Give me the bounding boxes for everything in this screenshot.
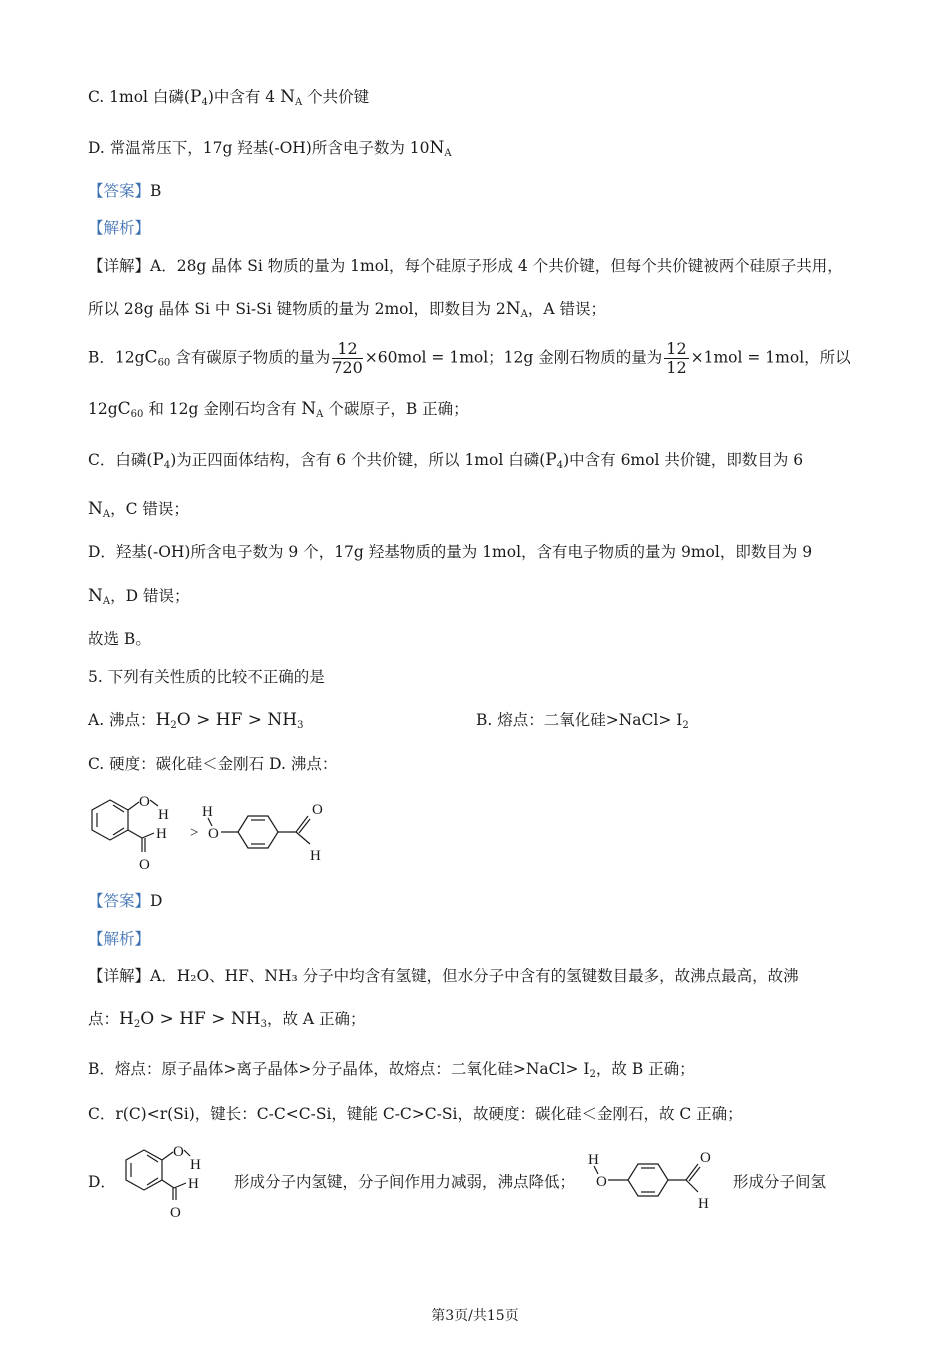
svg-text:H: H (190, 1157, 201, 1173)
svg-text:H: H (588, 1152, 599, 1168)
option-d-structures (84, 790, 344, 880)
svg-text:H: H (158, 807, 169, 823)
svg-text:O: O (700, 1150, 711, 1166)
q4-answer: 【答案】B (88, 182, 162, 200)
svg-text:>: > (190, 825, 199, 841)
q4-detail-d2: $N_A$，D 错误； (88, 586, 190, 607)
q4-option-c: C. 1mol 白磷$(P_4)$中含有 4 $N_A$ 个共价键 (88, 87, 370, 108)
q4-detail-c2: $N_A$，C 错误； (88, 499, 189, 520)
svg-text:O: O (170, 1205, 181, 1221)
svg-text:H: H (202, 804, 213, 820)
detail-d-p-hydroxybenzaldehyde (586, 1148, 726, 1218)
q5-detail-c: C．r(C)<r(Si)，键长：C-C<C-Si，键能 C-C>C-Si，故硬度：碳化硅＜金刚石，故 C 正确； (88, 1105, 743, 1123)
q4-detail-b1: B．$12gC_{60}$ 含有碳原子物质的量为 $\frac{12}{720}$ ×60mol = 1mol；12g 金刚石物质的量为 $\frac{12}{12}$ ×1mol = 1mol，所以 (88, 339, 851, 377)
q5-detail-d-mid: 形成分子内氢键，分子间作用力减弱，沸点降低； (234, 1173, 576, 1191)
q4-option-d: D. 常温常压下，17g 羟基(-OH)所含电子数为 $10N_A$ (88, 138, 452, 159)
q5-stem: 5. 下列有关性质的比较不正确的是 (88, 668, 325, 686)
p-hydroxybenzaldehyde-structure (202, 802, 323, 864)
q4-detail-c1: C．白磷$(P_4)$为正四面体结构，含有 6 个共价键，所以 1mol 白磷$(P_4)$中含有 6mol 共价键，即数目为 6 (88, 450, 804, 471)
q5-option-d: D. 沸点： (269, 755, 338, 773)
q5-option-a: A. 沸点：$H_2O$ > HF > $NH_3$ (88, 710, 304, 731)
detail-d-salicylaldehyde (118, 1142, 228, 1224)
svg-text:O: O (312, 802, 323, 818)
q4-conclusion: 故选 B。 (88, 630, 151, 648)
svg-text:H: H (188, 1176, 199, 1192)
svg-text:O: O (139, 857, 150, 873)
svg-text:O: O (596, 1174, 607, 1190)
page-footer: 第3页/共15页 (431, 1308, 519, 1324)
q4-detail-a1: 【详解】A．28g 晶体 Si 物质的量为 1mol，每个硅原子形成 4 个共价键，但每个共价键被两个硅原子共用， (88, 257, 843, 275)
q4-detail-b2: $12gC_{60}$ 和 12g 金刚石均含有 $N_A$ 个碳原子，B 正确； (88, 399, 469, 420)
q5-option-c: C. 硬度：碳化硅＜金刚石 D. 沸点： (88, 755, 338, 773)
svg-text:H: H (156, 826, 167, 842)
salicylaldehyde-structure (92, 794, 169, 873)
fraction-12-12: $\frac{12}{12}$ (666, 339, 687, 377)
q5-detail-a1: 【详解】A．H₂O、HF、NH₃ 分子中均含有氢键，但水分子中含有的氢键数目最多，故沸点最高，故沸 (88, 967, 799, 985)
q5-option-b: B. 熔点：二氧化硅>NaCl> $I_2$ (476, 711, 689, 731)
q4-detail-a2: 所以 28g 晶体 Si 中 Si-Si 键物质的量为 2mol，即数目为 $2N_A$，A 错误； (88, 299, 606, 320)
q5-answer: 【答案】D (88, 892, 163, 910)
fraction-12-720: $\frac{12}{720}$ (332, 339, 363, 377)
q4-detail-d1: D．羟基(-OH)所含电子数为 9 个，17g 羟基物质的量为 1mol，含有电子物质的量为 9mol，即数目为 9 (88, 543, 813, 561)
q5-analysis-tag: 【解析】 (88, 930, 151, 948)
svg-text:H: H (698, 1196, 709, 1212)
svg-text:O: O (173, 1144, 184, 1160)
q5-detail-d-end: 形成分子间氢 (733, 1173, 827, 1191)
svg-text:O: O (208, 826, 219, 842)
q5-detail-a2: 点：$H_2O$ > HF > $NH_3$，故 A 正确； (88, 1009, 366, 1030)
svg-text:O: O (139, 794, 150, 810)
q5-detail-b: B．熔点：原子晶体>离子晶体>分子晶体，故熔点：二氧化硅>NaCl> $I_2$，故 B 正确； (88, 1060, 695, 1080)
q5-detail-d: D． (88, 1173, 116, 1191)
svg-text:H: H (310, 848, 321, 864)
q4-analysis-tag: 【解析】 (88, 219, 151, 237)
